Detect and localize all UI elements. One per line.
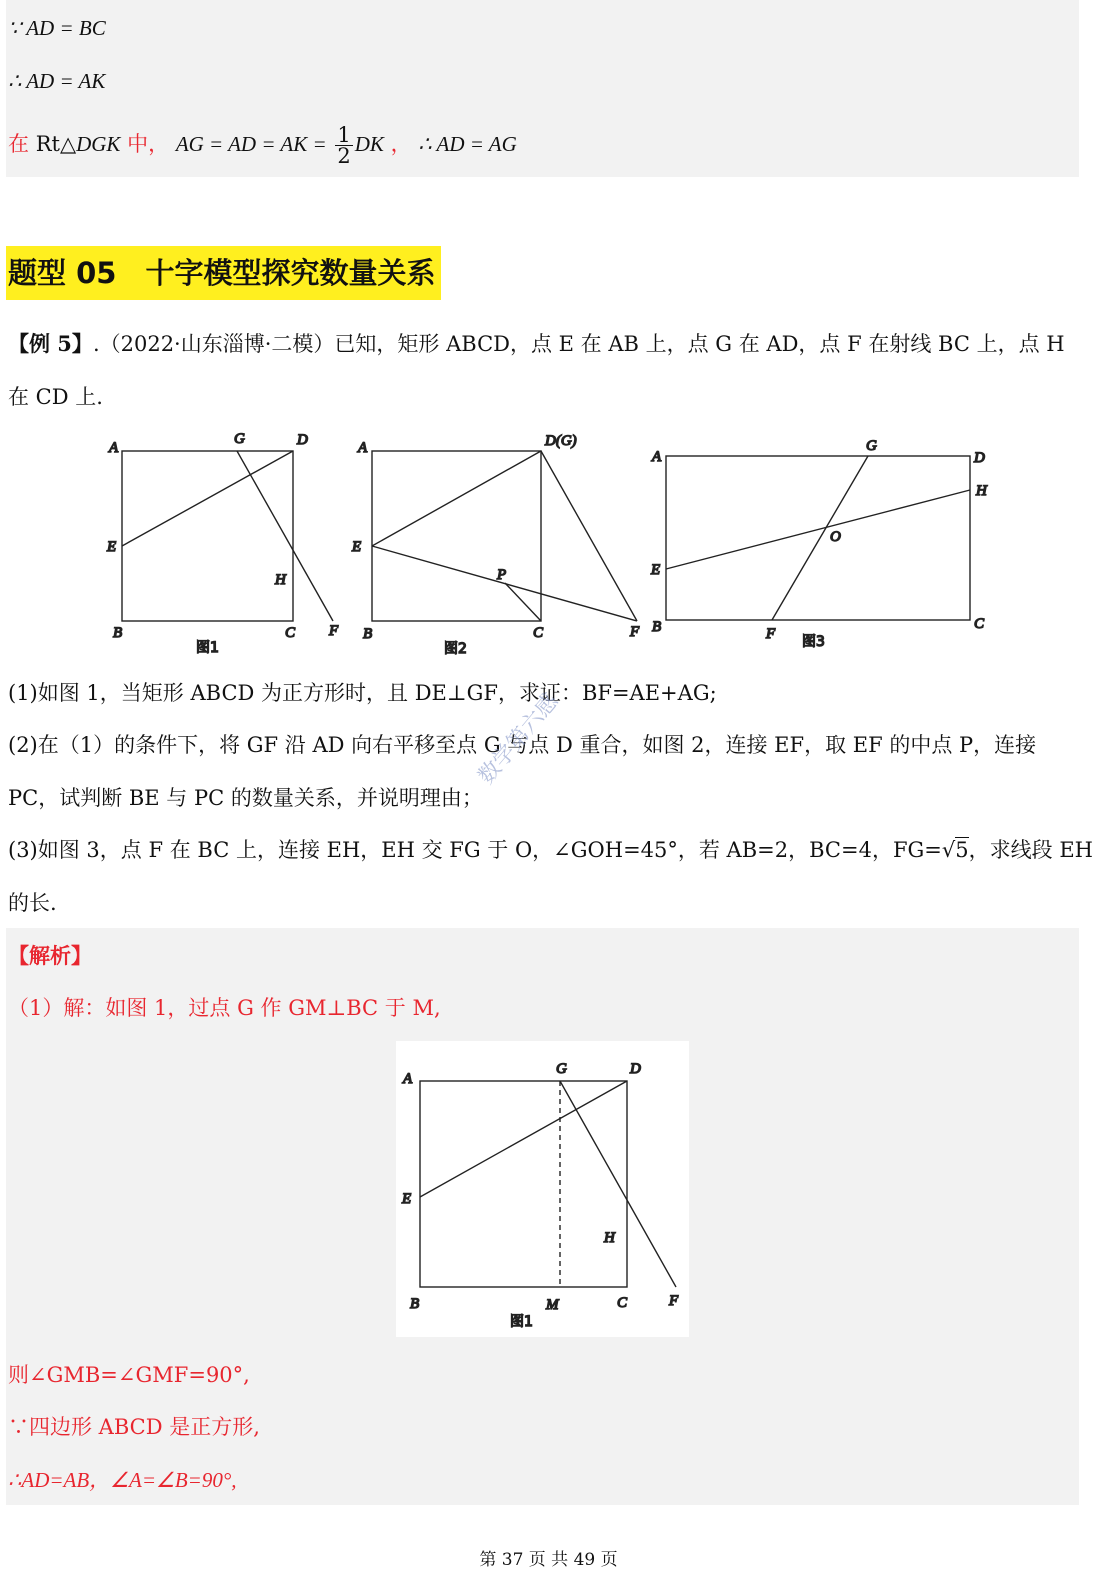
fig2-label-f: F [630,624,640,640]
question-2-line1: (2)在（1）的条件下，将 GF 沿 AD 向右平移至点 G 与点 D 重合，如图 2，连接 EF，取 EF 的中点 P，连接 [8,733,1037,757]
fig2-label-dg: D(G) [545,433,577,449]
fig3-label-c: C [974,616,985,632]
fig2-caption: 图2 [444,641,467,657]
fig3-label-d: D [974,450,985,466]
question-1: (1)如图 1，当矩形 ABCD 为正方形时，且 DE⊥GF，求证：BF=AE+AG; [8,681,717,705]
fig2-label-a: A [358,440,368,456]
fig1-label-h: H [275,572,286,588]
text-sep: ， [390,132,412,156]
fig2-label-e: E [352,539,362,555]
page-footer: 第 37 页 共 49 页 [479,1550,618,1570]
sol-label-d: D [630,1061,641,1077]
fraction-half [335,125,352,166]
text-prefix: 在 [8,132,29,156]
fig1-label-e: E [107,539,117,555]
text-mid: 中， [127,132,170,156]
sol-label-g: G [556,1061,567,1077]
fig1-label-f: F [329,623,339,639]
fig2-label-b: B [363,626,373,642]
solution-label: 【解析】 [8,943,92,968]
fig1-caption: 图1 [196,640,219,656]
text-conclusion: ∴ AD = AG [418,132,517,156]
fraction-denominator: 2 [337,144,351,168]
text-rt: Rt△ [35,132,77,156]
problem-intro-text: .（2022·山东淄博·二模）已知，矩形 ABCD，点 E 在 AB 上，点 G 在 AD，点 F 在射线 BC 上，点 H [92,332,1065,356]
fig1-label-c: C [285,625,296,641]
sol-label-e: E [402,1191,412,1207]
fraction-numerator: 1 [337,123,351,147]
solution-line-ad-bc: ∵ AD = BC [8,16,106,40]
fig3-label-f: F [766,626,776,642]
question-3-line1 [8,836,1093,864]
fig3-label-h: H [976,483,987,499]
problem-intro-line2: 在 CD 上. [8,385,103,409]
sol-label-h: H [604,1230,615,1246]
fig1-label-a: A [109,440,119,456]
solution-line-rt-triangle [8,124,517,166]
watermark: 数学第六感 [473,688,564,790]
fig1-label-d: D [297,432,308,448]
solution-line-ad-ak: ∴ AD = AK [8,69,106,93]
figure-3 [650,438,988,650]
fig3-label-b: B [652,619,662,635]
problem-figures [0,428,1097,658]
sol-label-a: A [403,1071,413,1087]
fig1-label-g: G [234,431,245,447]
sol-label-c: C [617,1295,628,1311]
fig3-label-o: O [830,529,841,545]
figure-1 [106,431,339,656]
sol-label-m: M [546,1297,559,1313]
fig1-label-b: B [113,625,123,641]
sol-caption: 图1 [510,1314,533,1330]
problem-intro-line1 [8,330,1065,358]
fig3-label-g: G [866,438,877,454]
sol-label-b: B [410,1296,420,1312]
solution-figure [396,1041,689,1337]
solution-step-1: （1）解：如图 1，过点 G 作 GM⊥BC 于 M, [8,996,441,1020]
section-heading: 题型 05 十字模型探究数量关系 [6,246,441,300]
question-2-line2: PC，试判断 BE 与 PC 的数量关系，并说明理由； [8,786,483,810]
fig2-label-p: P [497,567,507,583]
solution-step-4: ∴AD=AB，∠A=∠B=90°, [8,1468,237,1492]
text-dgk: DGK [76,132,121,156]
example-label: 【例 5】 [8,331,93,356]
figure-2 [351,433,640,657]
fig2-label-c: C [533,625,544,641]
question-3-line2: 的长. [8,891,57,915]
solution-step-2: 则∠GMB=∠GMF=90°, [8,1363,250,1387]
sqrt-sign: √ [941,838,956,862]
fig3-caption: 图3 [802,634,825,650]
fig3-label-a: A [652,449,662,465]
sqrt-radicand: 5 [955,838,969,862]
question-3-text-a: (3)如图 3，点 F 在 BC 上，连接 EH，EH 交 FG 于 O，∠GOH=45°，若 AB=2，BC=4，FG= [8,838,942,862]
fig3-label-e: E [651,562,661,578]
text-dk: DK [354,132,384,156]
solution-step-3: ∵四边形 ABCD 是正方形, [8,1415,260,1439]
sol-label-f: F [669,1293,679,1309]
text-equation: AG = AD = AK = [175,132,327,156]
question-3-text-b: ，求线段 EH [968,838,1093,862]
